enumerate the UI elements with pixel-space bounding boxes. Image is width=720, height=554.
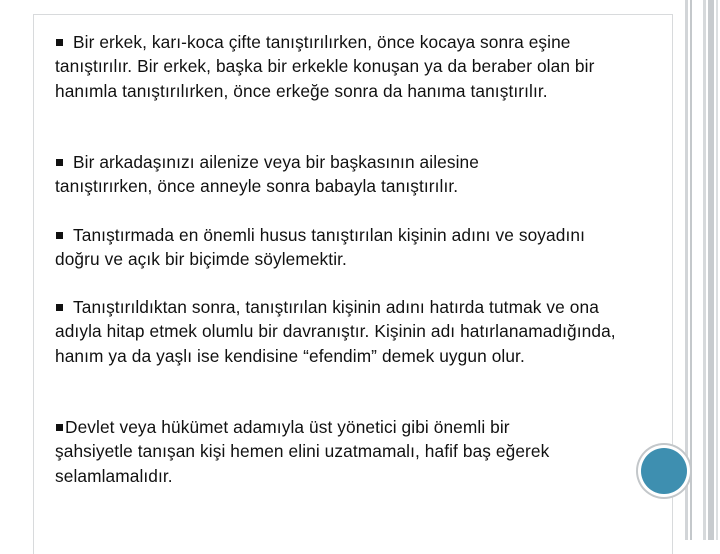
bullet-paragraph <box>55 30 615 103</box>
paragraph-text: Bir erkek, karı-koca çifte tanıştırılırken, önce kocaya sonra eşine tanıştırılır. Bir erkek, başka bir erkekle konuşan ya da beraber olan bir hanımla tanıştırılırken, önce erkeğe sonra da hanıma tanıştırılır. <box>55 32 595 101</box>
paragraph-text: Tanıştırıldıktan sonra, tanıştırılan kişinin adını hatırda tutmak ve ona adıyla hitap etmek olumlu bir davranıştır. Kişinin adı hatırlanamadığında, hanım ya da yaşlı ise kendisine “efendim” demek uygun olur. <box>55 297 616 366</box>
decorative-rail <box>690 0 692 540</box>
bullet-paragraph <box>55 415 590 488</box>
bullet-paragraph <box>55 150 575 199</box>
square-bullet-icon <box>56 232 63 239</box>
paragraph-text: Bir arkadaşınızı ailenize veya bir başkasının ailesine tanıştırırken, önce anneyle sonra babayla tanıştırılır. <box>55 152 479 197</box>
bullet-paragraph <box>55 223 605 272</box>
square-bullet-icon <box>56 159 63 166</box>
square-bullet-icon <box>56 304 63 311</box>
square-bullet-icon <box>56 39 63 46</box>
decorative-rail <box>685 0 688 540</box>
decorative-rail <box>708 0 714 540</box>
square-bullet-icon <box>56 424 63 431</box>
paragraph-text: Devlet veya hükümet adamıyla üst yönetici gibi önemli bir şahsiyetle tanışan kişi hemen elini uzatmamalı, hafif baş eğerek selamlamalıdır. <box>55 417 550 486</box>
paragraph-text: Tanıştırmada en önemli husus tanıştırılan kişinin adını ve soyadını doğru ve açık bir biçimde söylemektir. <box>55 225 585 270</box>
bullet-paragraph <box>55 295 630 368</box>
decorative-rail <box>703 0 706 540</box>
decorative-rail <box>716 0 718 540</box>
decorative-circle <box>641 448 687 494</box>
